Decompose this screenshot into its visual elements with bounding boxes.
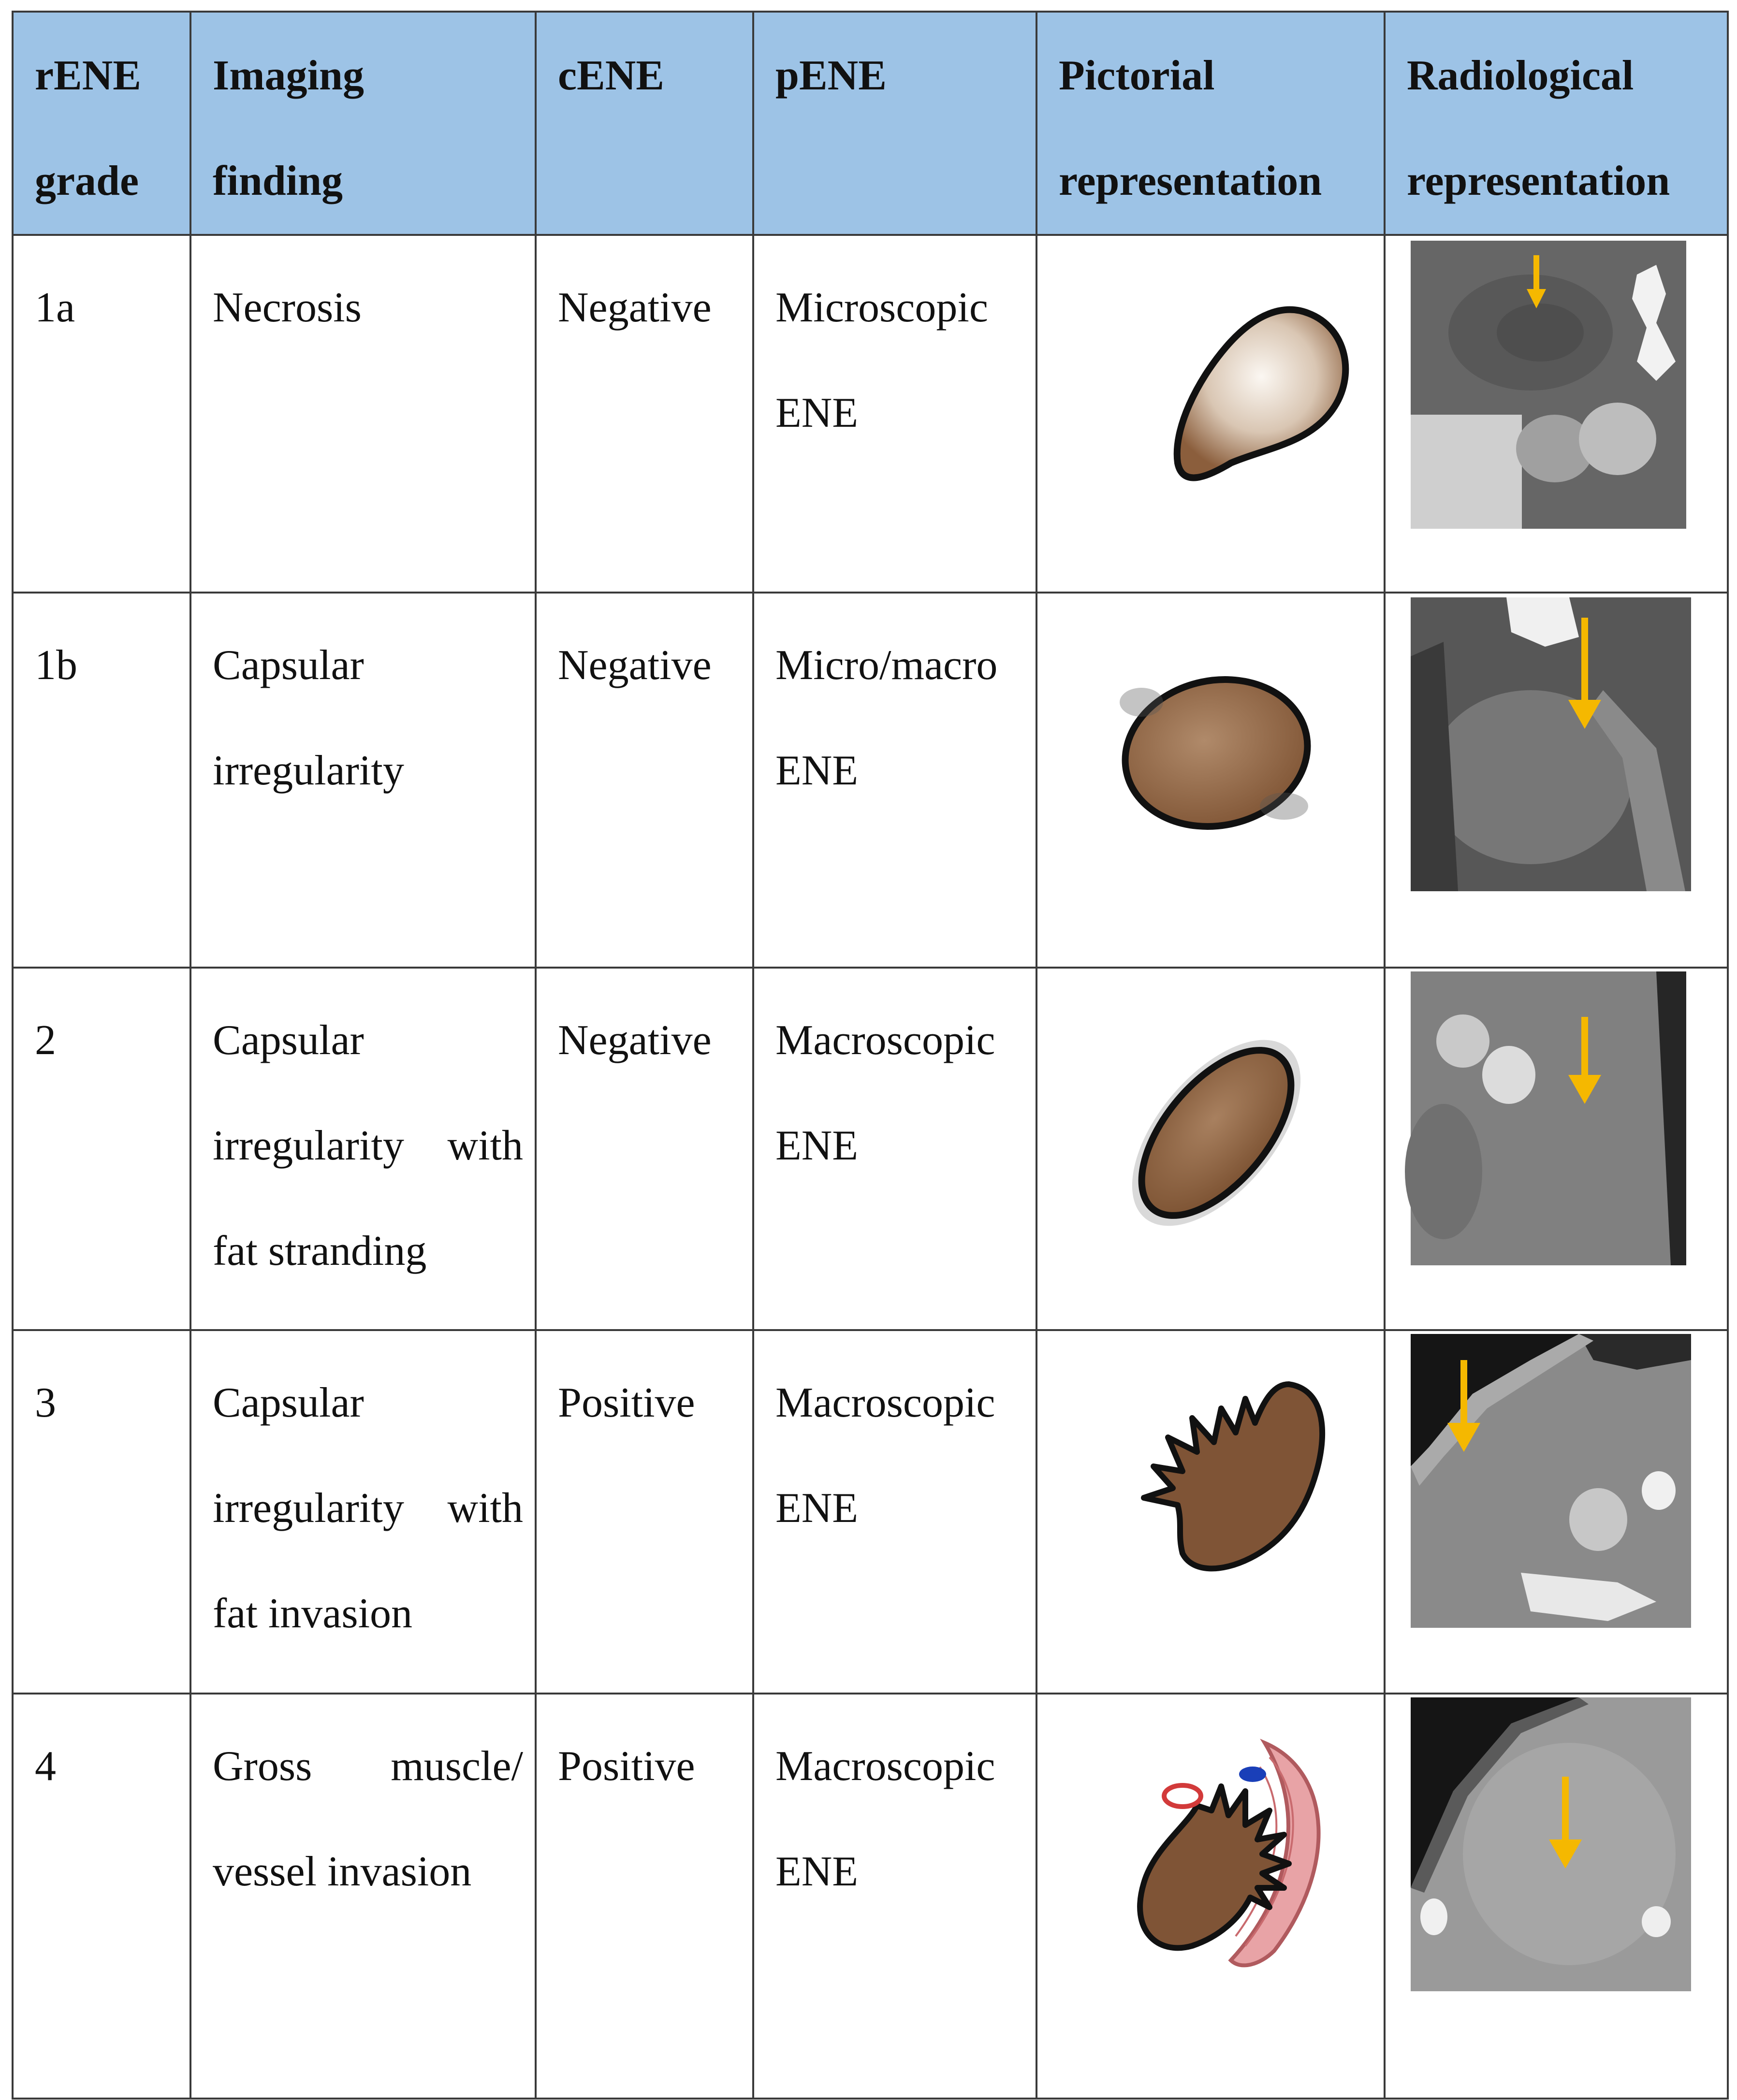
irregular-capsule-node-icon	[1037, 594, 1386, 969]
header-radiological-representation: Radiological representation	[1385, 12, 1728, 235]
spiculated-node-icon	[1037, 1331, 1386, 1694]
rene-grading-table	[12, 11, 1729, 2100]
grade-cell: 1b	[13, 593, 190, 968]
muscle-vessel-invasion-node-icon	[1037, 1694, 1386, 2100]
fat-stranding-node-icon	[1037, 969, 1386, 1331]
pene-cell: Macroscopic ENE	[753, 968, 1036, 1330]
imaging-finding-cell: Necrosis	[190, 235, 536, 593]
table-row	[13, 235, 1728, 593]
pictorial-cell	[1036, 235, 1385, 593]
cene-cell: Positive	[536, 1694, 753, 2099]
pictorial-cell	[1036, 968, 1385, 1330]
pene-cell: Microscopic ENE	[753, 235, 1036, 593]
imaging-finding-cell: Capsular irregularity with fat invasion	[190, 1330, 536, 1694]
table-row	[13, 968, 1728, 1330]
grade-cell: 4	[13, 1694, 190, 2099]
header-pictorial-representation: Pictorial representation	[1036, 12, 1385, 235]
ct-scan-gross-invasion	[1386, 1694, 1729, 2100]
grade-cell: 2	[13, 968, 190, 1330]
table-row	[13, 1694, 1728, 2099]
imaging-finding-cell: Capsular irregularity	[190, 593, 536, 968]
pene-cell: Micro/macro ENE	[753, 593, 1036, 968]
cene-cell: Negative	[536, 593, 753, 968]
ct-scan-fat-stranding	[1386, 969, 1729, 1331]
necrotic-node-icon	[1037, 236, 1386, 594]
imaging-finding-cell: Gross muscle/ vessel invasion	[190, 1694, 536, 2099]
cene-cell: Positive	[536, 1330, 753, 1694]
ct-scan-necrosis	[1386, 236, 1729, 594]
header-row	[13, 12, 1728, 235]
radiology-cell	[1385, 968, 1728, 1330]
imaging-finding-cell: Capsular irregularity with fat stranding	[190, 968, 536, 1330]
radiology-cell	[1385, 235, 1728, 593]
pictorial-cell	[1036, 593, 1385, 968]
header-rene-grade: rENE grade	[13, 12, 190, 235]
pictorial-cell	[1036, 1694, 1385, 2099]
radiology-cell	[1385, 1694, 1728, 2099]
pene-cell: Macroscopic ENE	[753, 1694, 1036, 2099]
grade-cell: 1a	[13, 235, 190, 593]
grade-cell: 3	[13, 1330, 190, 1694]
ct-scan-fat-invasion	[1386, 1331, 1729, 1694]
header-imaging-finding: Imaging finding	[190, 12, 536, 235]
radiology-cell	[1385, 593, 1728, 968]
ct-scan-capsular-irregularity	[1386, 594, 1729, 969]
pictorial-cell	[1036, 1330, 1385, 1694]
header-cene: cENE	[536, 12, 753, 235]
table-row	[13, 1330, 1728, 1694]
cene-cell: Negative	[536, 235, 753, 593]
header-pene: pENE	[753, 12, 1036, 235]
cene-cell: Negative	[536, 968, 753, 1330]
pene-cell: Macroscopic ENE	[753, 1330, 1036, 1694]
radiology-cell	[1385, 1330, 1728, 1694]
table-row	[13, 593, 1728, 968]
